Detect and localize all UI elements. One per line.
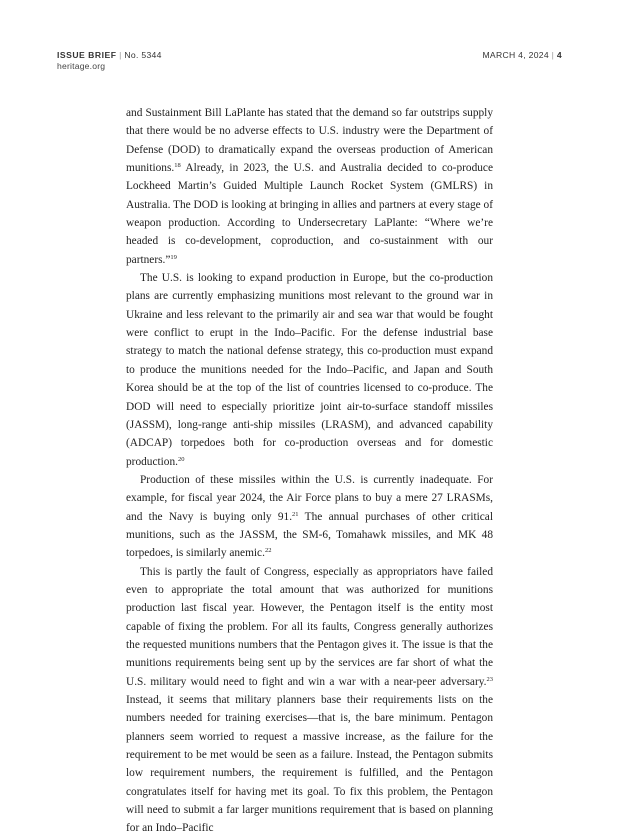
header-right — [482, 50, 562, 61]
footnote-ref[interactable]: 20 — [177, 455, 185, 463]
paragraph-text: Production of these missiles within the U.S. is currently inadequate. For example, for fiscal year 2024, the Air Force plans to buy a mere 27 LRASMs, and the Navy is buying only 91. — [126, 473, 493, 523]
footnote-ref[interactable]: 23 — [486, 675, 493, 683]
body-text — [126, 104, 493, 838]
header-separator-right: | — [551, 50, 555, 60]
paragraph-text: This is partly the fault of Congress, especially as appropriators have failed even to appropriate the total amount that was authorized for munitions production last fiscal year. However, the Pentagon itself is the entity most capable of fixing the problem. For all its faults, Congress generally authorizes the requested munitions numbers that the Pentagon gives it. The issue is that the munitions requirements being sent up by the services are far short of what the U.S. military would need to fight and win a war with a near-peer adversary. — [126, 565, 493, 688]
paragraph — [126, 471, 493, 563]
paragraph-text: Already, in 2023, the U.S. and Australia decided to co-produce Lockheed Martin’s Guided Multiple Launch Rocket System (GMLRS) in Australia. The DOD is looking at bringing in allies and partners at every stage of weapon production. According to Undersecretary LaPlante: “Where we’re headed is co-development, coproduction, and co-sustainment with our partners.” — [126, 162, 493, 266]
website-link[interactable]: heritage.org — [57, 61, 106, 71]
footnote-ref[interactable]: 22 — [264, 547, 272, 555]
header-left — [57, 50, 162, 72]
header-separator: | — [119, 50, 122, 60]
footnote-ref[interactable]: 19 — [170, 253, 177, 261]
paragraph-text: The U.S. is looking to expand production in Europe, but the co-production plans are currently emphasizing munitions most relevant to the ground war in Ukraine and less relevant to the primarily air and sea war that would be fought were conflict to erupt in the Indo–Pacific. For the defense industrial base strategy to match the national defense strategy, this co-production must expand to produce the munitions needed for the Indo–Pacific, and Japan and South Korea should be at the top of the list of countries licensed to co-produce. The DOD will need to especially prioritize joint air-to-surface standoff missiles (JASSM), long-range anti-ship missiles (LRASM), and advanced capability (ADCAP) torpedoes both for co-production overseas and for domestic production. — [126, 272, 493, 468]
paragraph — [126, 104, 493, 269]
publication-date: MARCH 4, 2024 — [482, 50, 549, 60]
footnote-ref[interactable]: 18 — [174, 162, 181, 170]
paragraph-text: Instead, it seems that military planners base their requirements lists on the numbers needed for training exercises—that is, the bare minimum. Pentagon planners seem worried to request a massive increase, as the failure for the requirement to be met would be seen as a failure. Instead, the Pentagon submits low requirement numbers, the requirement is fulfilled, and the Pentagon congratulates itself for having met its goal. To fix this problem, the Pentagon will need to submit a far larger munitions requirement that is based on planning for an Indo–Pacific — [126, 694, 493, 835]
paragraph-text: and Sustainment Bill LaPlante has stated that the demand so far outstrips supply that there would be no adverse effects to U.S. industry were the Department of Defense (DOD) to dramatically expand the overseas production of American munitions. — [126, 107, 493, 175]
paragraph-text: The annual purchases of other critical munitions, such as the JASSM, the SM-6, Tomahawk missiles, and MK 48 torpedoes, is similarly anemic. — [126, 510, 493, 560]
paragraph — [126, 269, 493, 471]
issue-brief-label: ISSUE BRIEF — [57, 50, 117, 60]
footnote-ref[interactable]: 21 — [292, 510, 299, 518]
page-number: 4 — [556, 50, 562, 60]
paragraph — [126, 563, 493, 838]
issue-number: No. 5344 — [124, 50, 162, 60]
